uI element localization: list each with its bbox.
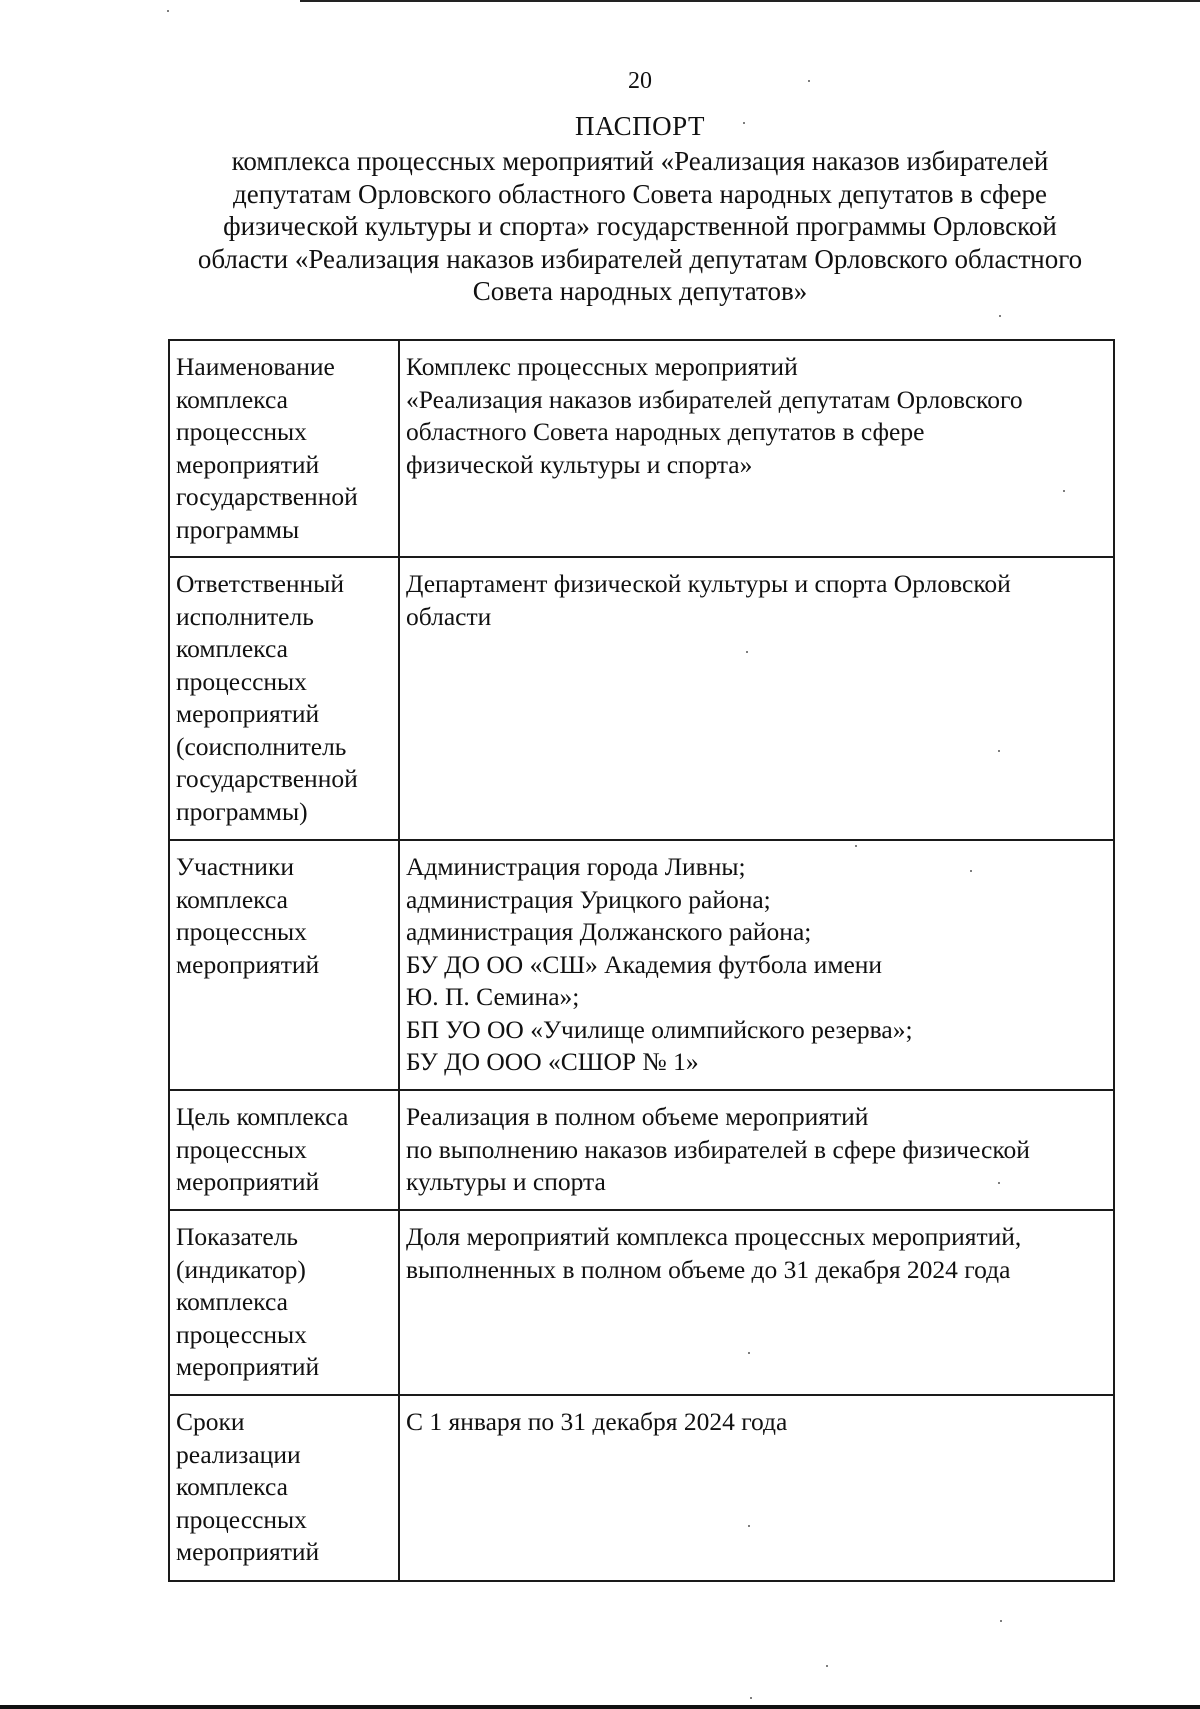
value-line: Администрация города Ливны; <box>406 852 746 881</box>
label-line: Показатель <box>176 1222 299 1251</box>
scan-edge-bottom <box>0 1705 1200 1709</box>
scan-speck <box>998 750 1000 752</box>
table-row-indicator <box>169 1210 1114 1395</box>
table-row-timeline <box>169 1395 1114 1581</box>
scan-speck <box>826 1665 828 1667</box>
value-line: Доля мероприятий комплекса процессных мероприятий, <box>406 1222 1022 1251</box>
scan-speck <box>998 1182 1000 1184</box>
label-line: процессных <box>176 666 307 696</box>
label-line: исполнитель <box>176 601 314 631</box>
row-value-cell <box>399 557 1114 840</box>
row-label-cell <box>169 340 399 557</box>
label-line: комплекса <box>176 1287 288 1316</box>
scan-speck <box>746 651 748 653</box>
scan-speck <box>743 122 745 124</box>
value-line: выполненных в полном объеме до 31 декабря 2024 года <box>406 1254 1011 1284</box>
value-line: администрация Урицкого района; <box>406 884 771 914</box>
label-line: (индикатор) <box>176 1254 306 1284</box>
value-line: областного Совета народных депутатов в сфере <box>406 417 925 446</box>
label-line: программы <box>176 514 300 544</box>
label-line: мероприятий <box>176 1352 320 1381</box>
label-line: процессных <box>176 1504 307 1534</box>
scan-speck <box>1063 490 1065 492</box>
scan-speck <box>167 10 169 12</box>
value-line: администрация Должанского района; <box>406 917 812 946</box>
document-subtitle <box>150 145 1130 308</box>
label-line: процессных <box>176 917 307 946</box>
scan-speck <box>1000 1620 1002 1622</box>
label-line: мероприятий <box>176 449 320 479</box>
row-value-cell <box>399 1090 1114 1210</box>
scan-speck <box>808 80 810 82</box>
scan-speck <box>970 870 972 872</box>
scan-speck <box>748 1525 750 1527</box>
row-label-cell <box>169 557 399 840</box>
label-line: процессных <box>176 1319 307 1349</box>
scan-speck <box>855 845 857 847</box>
label-line: процессных <box>176 1134 307 1164</box>
label-line: мероприятий <box>176 1167 320 1196</box>
subtitle-line: области «Реализация наказов избирателей депутатам Орловского областного <box>197 243 1083 274</box>
scan-speck <box>750 1697 752 1699</box>
row-label-cell <box>169 840 399 1090</box>
label-line: комплекса <box>176 634 288 663</box>
table-row-participants <box>169 840 1114 1090</box>
row-label-cell <box>169 1395 399 1581</box>
table-row-name <box>169 340 1114 557</box>
subtitle-line: Совета народных депутатов» <box>472 276 808 306</box>
subtitle-line: депутатам Орловского областного Совета народных депутатов в сфере <box>232 178 1047 209</box>
label-line: мероприятий <box>176 1537 320 1566</box>
subtitle-line: физической культуры и спорта» государственной программы Орловской <box>223 211 1057 241</box>
value-line: области <box>406 601 492 631</box>
value-line: Реализация в полном объеме мероприятий <box>406 1102 869 1131</box>
value-line: по выполнению наказов избирателей в сфере физической <box>406 1134 1030 1164</box>
value-line: Комплекс процессных мероприятий <box>406 352 798 381</box>
label-line: реализации <box>176 1439 301 1469</box>
document-title: ПАСПОРТ <box>575 111 705 141</box>
row-value-cell <box>399 1210 1114 1395</box>
value-line: физической культуры и спорта» <box>406 449 753 479</box>
label-line: государственной <box>176 764 358 793</box>
row-value-cell <box>399 840 1114 1090</box>
row-label-cell <box>169 1210 399 1395</box>
row-value-cell <box>399 1395 1114 1581</box>
label-line: мероприятий <box>176 949 320 979</box>
scan-speck <box>748 1352 750 1354</box>
value-line: БП УО ОО «Училище олимпийского резерва»; <box>406 1014 913 1044</box>
label-line: комплекса <box>176 384 288 414</box>
label-line: мероприятий <box>176 699 320 728</box>
row-label-cell <box>169 1090 399 1210</box>
label-line: Цель комплекса <box>176 1102 349 1131</box>
value-line: Департамент физической культуры и спорта Орловской <box>406 569 1011 598</box>
subtitle-line: комплекса процессных мероприятий «Реализация наказов избирателей <box>231 146 1049 176</box>
value-line: БУ ДО ОО «СШ» Академия футбола имени <box>406 949 883 979</box>
value-line: «Реализация наказов избирателей депутатам Орловского <box>406 384 1023 414</box>
label-line: Наименование <box>176 352 335 381</box>
value-line: С 1 января по 31 декабря 2024 года <box>406 1407 788 1436</box>
label-line: Ответственный <box>176 569 344 598</box>
value-line: культуры и спорта <box>406 1167 606 1196</box>
scan-edge-top <box>300 0 1200 2</box>
label-line: комплекса <box>176 884 288 914</box>
label-line: Участники <box>176 852 294 881</box>
page-number: 20 <box>628 68 652 94</box>
row-value-cell <box>399 340 1114 557</box>
label-line: государственной <box>176 482 358 511</box>
passport-table <box>168 339 1115 1582</box>
label-line: (соисполнитель <box>176 731 347 761</box>
label-line: программы) <box>176 796 308 826</box>
label-line: Сроки <box>176 1407 245 1436</box>
value-line: БУ ДО ООО «СШОР № 1» <box>406 1047 699 1076</box>
value-line: Ю. П. Семина»; <box>406 982 580 1011</box>
label-line: комплекса <box>176 1472 288 1501</box>
label-line: процессных <box>176 417 307 446</box>
scan-speck <box>999 315 1001 317</box>
table-row-responsible <box>169 557 1114 840</box>
table-row-goal <box>169 1090 1114 1210</box>
